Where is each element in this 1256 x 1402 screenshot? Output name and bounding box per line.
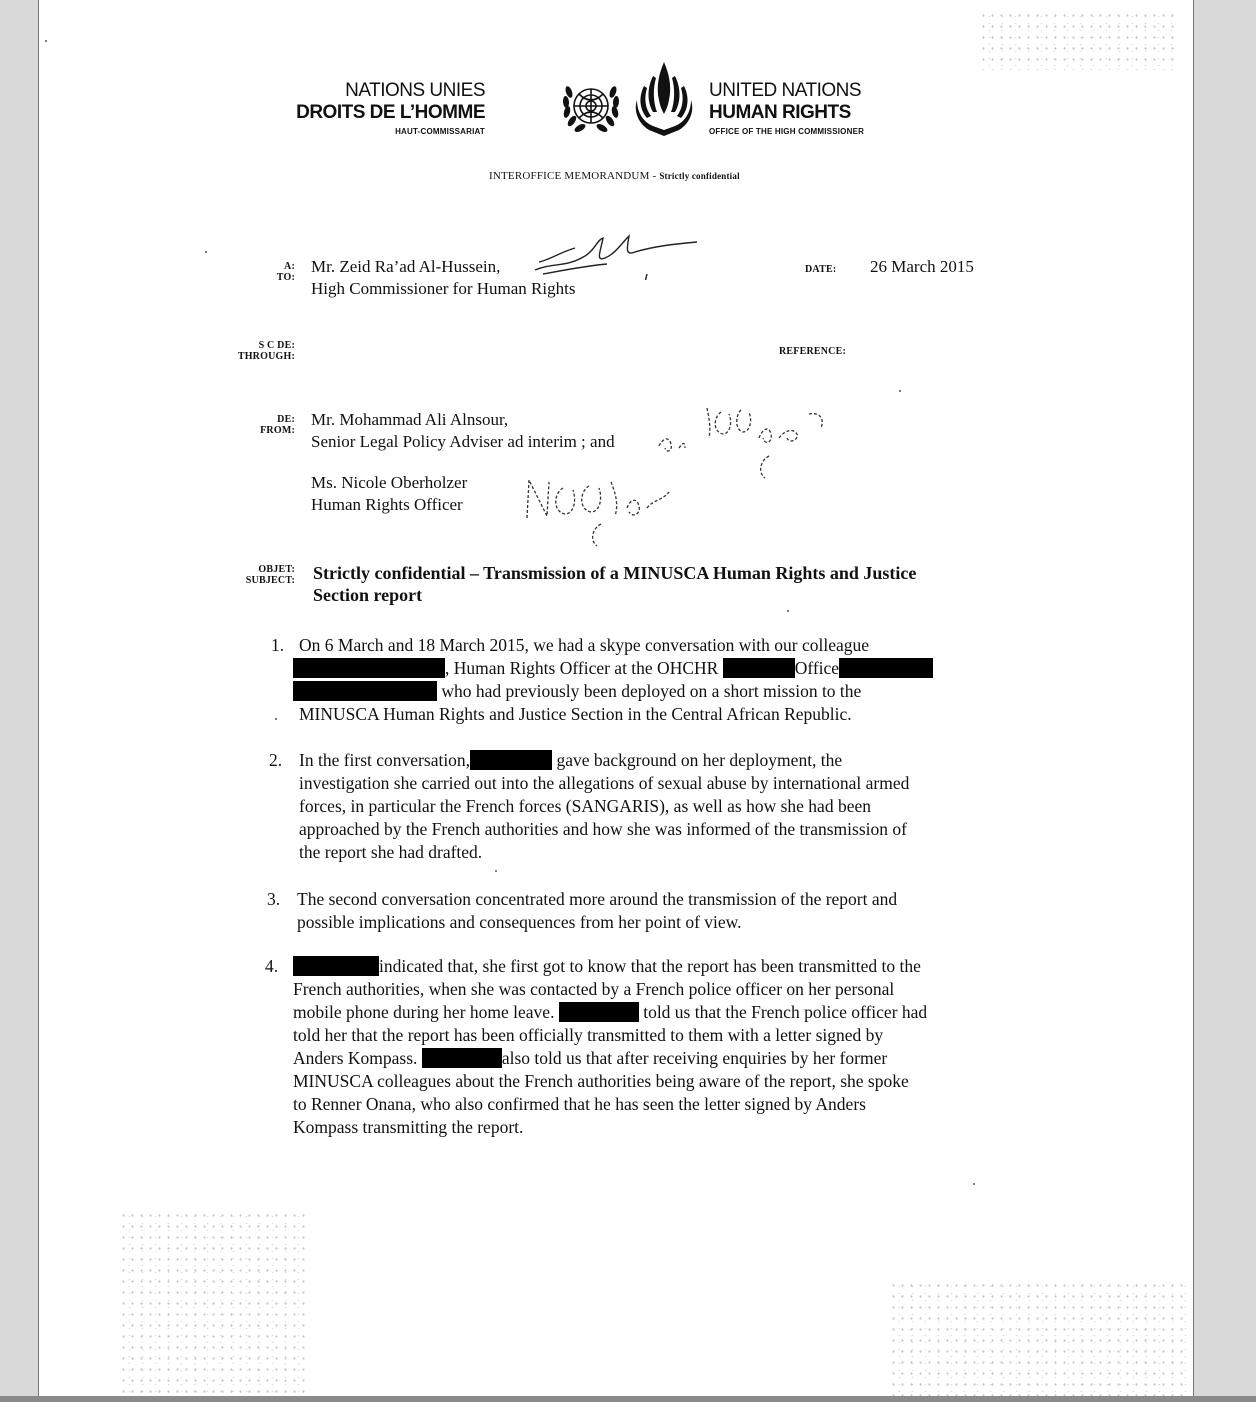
from-label-en: FROM: <box>260 425 295 436</box>
viewer-bottom-bar <box>0 1396 1256 1402</box>
from-label-fr: DE: <box>277 414 295 425</box>
paragraph-4-line: French authorities, when she was contacted by a French police officer on her personal <box>293 979 895 999</box>
memo-page <box>38 0 1194 1396</box>
memo-type: INTEROFFICE MEMORANDUM <box>489 170 650 182</box>
from-block-1 <box>311 409 615 453</box>
scan-speck <box>45 40 47 42</box>
paragraph-2-line: investigation she carried out into the allegations of sexual abuse by international armed <box>299 773 910 793</box>
paragraph-3 <box>267 888 1017 934</box>
scan-speck <box>495 870 497 872</box>
letterhead-fr-line1: NATIONS UNIES <box>345 80 485 101</box>
paragraph-1-line: On 6 March and 18 March 2015, we had a skype conversation with our colleague <box>299 635 870 655</box>
date-label: DATE: <box>805 264 837 275</box>
letterhead-en-line3: OFFICE OF THE HIGH COMMISSIONER <box>709 127 865 136</box>
paragraph-4-line: told her that the report has been officially transmitted to them with a letter signed by <box>293 1025 884 1045</box>
from-title-1: Senior Legal Policy Adviser ad interim ; and <box>311 432 615 451</box>
paragraph-4-line: mobile phone during her home leave. told us that the French police officer had <box>293 1002 928 1022</box>
paragraph-4-line: Kompass transmitting the report. <box>293 1117 524 1137</box>
through-label-en: THROUGH: <box>237 351 295 362</box>
through-label <box>219 340 295 362</box>
reference-label: REFERENCE: <box>779 346 847 357</box>
letterhead-english <box>709 80 864 138</box>
date-value: 26 March 2015 <box>870 257 974 276</box>
scan-speck <box>973 1183 975 1185</box>
paragraph-1-line: MINUSCA Human Rights and Justice Section in the Central African Republic. <box>299 704 852 724</box>
human-rights-flame-icon <box>629 60 699 142</box>
paragraph-4-line: indicated that, she first got to know that the report has been transmitted to the <box>293 955 1023 978</box>
paragraph-3-line: possible implications and consequences from her point of view. <box>297 912 742 932</box>
subject-line-1: Strictly confidential – Transmission of a MINUSCA Human Rights and Justice <box>313 563 917 583</box>
un-emblem-icon <box>559 78 623 140</box>
redaction-block <box>839 658 933 678</box>
letterhead-en-line1: UNITED NATIONS <box>709 80 862 101</box>
recipient-initials-signature <box>525 230 705 280</box>
scan-speck <box>205 251 207 253</box>
letterhead-french <box>296 80 485 138</box>
letterhead-fr-line3: HAUT-COMMISSARIAT <box>395 127 485 136</box>
scan-noise-bottom-left <box>119 1210 309 1396</box>
to-title: High Commissioner for Human Rights <box>311 279 576 298</box>
paragraph-2 <box>269 749 1019 864</box>
to-name: Mr. Zeid Ra’ad Al-Hussein, <box>311 257 501 276</box>
redaction-block <box>470 750 552 770</box>
scan-speck <box>787 610 789 612</box>
letterhead-fr-line2: DROITS DE L’HOMME <box>296 102 485 123</box>
redaction-block <box>293 658 445 678</box>
scan-speck <box>275 718 277 720</box>
memo-title: INTEROFFICE MEMORANDUM - Strictly confidential <box>489 170 740 182</box>
memo-classification: Strictly confidential <box>659 171 740 181</box>
redaction-block <box>723 658 795 678</box>
from-name-1: Mr. Mohammad Ali Alnsour, <box>311 410 509 429</box>
paragraph-1 <box>271 634 1019 726</box>
redaction-block <box>422 1048 502 1068</box>
from-name-2: Ms. Nicole Oberholzer <box>311 473 468 492</box>
to-label <box>239 261 295 283</box>
subject-block <box>313 562 916 606</box>
paragraph-4-line: MINUSCA colleagues about the French authorities being aware of the report, she spoke <box>293 1071 909 1091</box>
paragraph-2-line: In the first conversation, gave background on her deployment, the <box>299 750 843 770</box>
from-title-2: Human Rights Officer <box>311 495 463 514</box>
redaction-block <box>293 956 379 976</box>
subject-label <box>229 564 295 586</box>
paragraph-4 <box>265 955 1023 1139</box>
scan-noise-bottom-right <box>889 1280 1189 1396</box>
scan-speck <box>899 390 901 392</box>
paragraph-1-line: who had previously been deployed on a short mission to the <box>293 680 1019 703</box>
subject-line-2: Section report <box>313 585 423 605</box>
redaction-block <box>293 681 437 701</box>
sender-signature-2 <box>523 468 683 548</box>
paragraph-4-line: to Renner Onana, who also confirmed that he has seen the letter signed by Anders <box>293 1094 866 1114</box>
from-label <box>239 414 295 436</box>
paragraph-1-line: , Human Rights Officer at the OHCHR Office <box>293 657 1019 680</box>
subject-label-en: SUBJECT: <box>245 575 295 586</box>
paragraph-2-line: approached by the French authorities and how she was informed of the transmission of <box>299 819 907 839</box>
paragraph-2-line: the report she had drafted. <box>299 842 483 862</box>
paragraph-2-line: forces, in particular the French forces (SANGARIS), as well as how she had been <box>299 796 871 816</box>
paragraph-3-number: 3. <box>267 889 281 909</box>
subject-label-fr: OBJET: <box>258 564 295 575</box>
paragraph-4-number: 4. <box>265 956 279 976</box>
paragraph-4-line: Anders Kompass. also told us that after receiving enquiries by her former <box>293 1048 888 1068</box>
from-block-2 <box>311 472 467 516</box>
through-label-fr: S C DE: <box>258 340 295 351</box>
to-label-fr: A: <box>284 261 295 272</box>
paragraph-3-line: The second conversation concentrated more around the transmission of the report and <box>297 889 898 909</box>
to-label-en: TO: <box>276 272 295 283</box>
redaction-block <box>559 1002 639 1022</box>
scan-noise-top-right <box>979 10 1179 70</box>
paragraph-1-number: 1. <box>271 635 285 655</box>
paragraph-2-number: 2. <box>269 750 283 770</box>
letterhead-en-line2: HUMAN RIGHTS <box>709 102 851 123</box>
